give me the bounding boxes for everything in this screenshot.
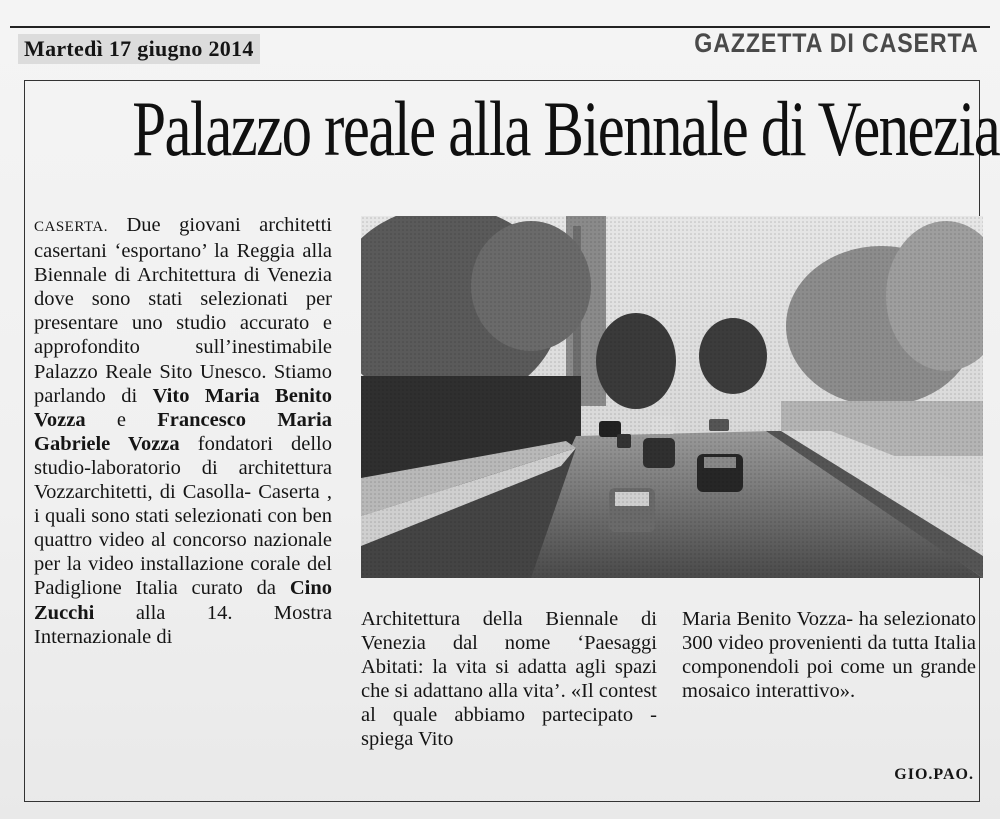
body-text: Due giovani architetti casertani ‘esportano’ la Reggia alla Biennale di Architettura di Venezia dove sono stati selezionati per presentare uno studio accurato e approfondito sull’inestimabile Palazzo Reale Sito Unesco. Stiamo parlando di [34,214,332,407]
person-name: Vito Maria Benito Vozza [34,384,333,431]
street-view-photo [361,216,983,578]
body-text: alla 14. Mostra Internazionale di [34,601,332,648]
newspaper-masthead: GAZZETTA DI CASERTA [693,28,978,58]
person-name: Cino Zucchi [34,577,332,624]
person-name: Francesco Maria Gabriele Vozza [34,408,332,455]
article-headline: Palazzo reale alla Biennale di Venezia [132,85,1000,172]
article-column-3 [682,607,976,703]
body-text: Maria Benito Vozza- ha selezionato 300 video provenienti da tutta Italia componendoli poi come un grande mosaico interattivo». [682,608,976,703]
article-column-1 [34,213,332,649]
body-text: Architettura della Biennale di Venezia dal nome ‘Paesaggi Abitati: la vita si adatta agli spazi che si adattano alla vita’. «Il contest al quale abbiamo partecipato - spiega Vito [361,608,657,751]
article-column-2 [361,607,657,752]
body-text: e [85,408,158,431]
dateline: CASERTA. [34,219,108,235]
issue-date: Martedì 17 giugno 2014 [18,34,260,64]
body-text: fondatori dello studio-laboratorio di architettura Vozzarchitetti, di Casolla- Caserta , i quali sono stati selezionati con ben quattro video al concorso nazionale per la video installazione corale del Padiglione Italia curato da [34,432,332,600]
article-byline: GIO.PAO. [894,766,974,783]
